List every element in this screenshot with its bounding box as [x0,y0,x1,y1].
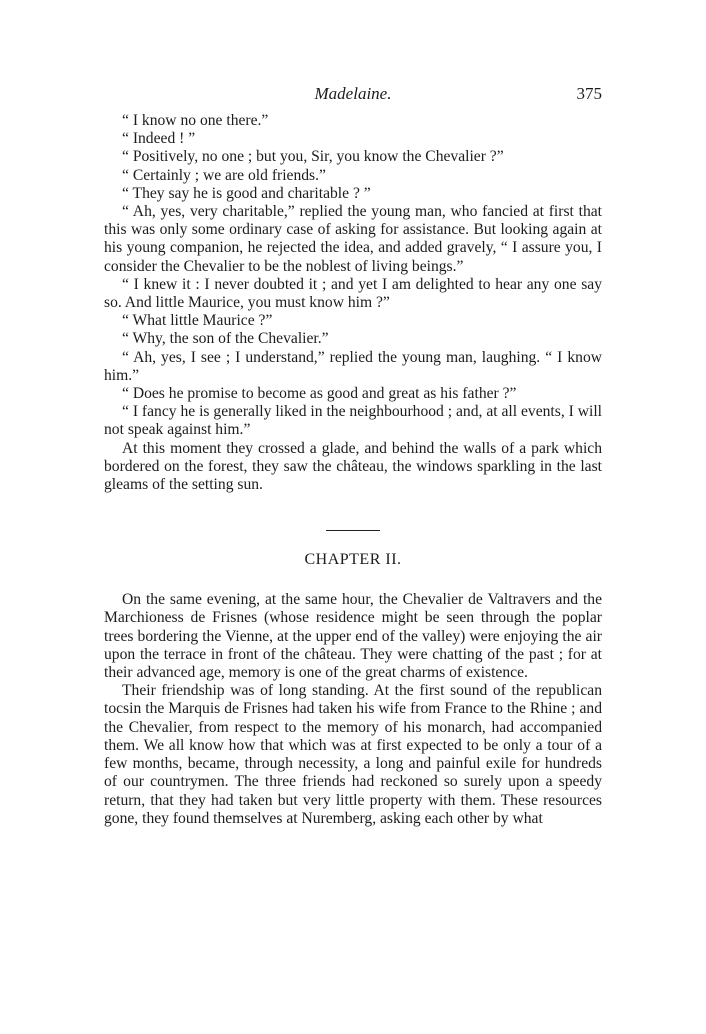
paragraph: “ I fancy he is generally liked in the neighbourhood ; and, at all events, I will not speak against him.” [104,403,602,439]
chapter-two-text [104,591,602,828]
dialogue-section [104,112,602,494]
paragraph: “ I know no one there.” [122,112,269,129]
paragraph: “ I knew it : I never doubted it ; and yet I am delighted to hear any one say so. And little Maurice, you must know him ?” [104,275,602,312]
book-page [104,84,602,828]
running-head [104,84,602,112]
section-divider [326,530,380,531]
paragraph: Their friendship was of long standing. At the first sound of the republican tocsin the Marquis de Frisnes had taken his wife from France to the Rhine ; and the Chevalier, from respect to the memory of his monarch, had accompanied them. We all know how that which was at first expected to be only a tour of a few months, became, through necessity, a long and painful exile for hundreds of our countrymen. The three friends had reckoned so surely upon a speedy return, that they had taken but very little property with them. These resources gone, they found themselves at Nuremberg, asking each other by what [104,682,602,827]
paragraph: “ Certainly ; we are old friends.” [122,166,326,184]
paragraph: “ Positively, no one ; but you, Sir, you know the Chevalier ?” [122,148,504,166]
paragraph: “ Why, the son of the Chevalier.” [122,330,329,348]
paragraph: “ Ah, yes, very charitable,” replied the young man, who fancied at first that this was only some ordinary case of asking for assistance. But looking again at his young companion, he rejected the idea, and added gravely, “ I assure you, I consider the Chevalier to be the noblest of living beings.” [104,203,602,275]
running-title: Madelaine. [314,84,392,103]
paragraph: At this moment they crossed a glade, and behind the walls of a park which bordered on the forest, they saw the château, the windows sparkling in the last gleams of the setting sun. [104,439,602,494]
chapter-heading: CHAPTER II. [304,551,402,569]
paragraph: “ They say he is good and charitable ? ” [122,184,371,202]
paragraph: “ Does he promise to become as good and great as his father ?” [122,385,517,403]
paragraph: On the same evening, at the same hour, the Chevalier de Valtravers and the Marchioness de Frisnes (whose residence might be seen through the poplar trees bordering the Vienne, at the upper end of the valley) were enjoying the air upon the terrace in front of the château. They were chatting of the past ; for at their advanced age, memory is one of the great charms of existence. [104,591,602,682]
paragraph: “ Indeed ! ” [122,130,196,148]
page-number: 375 [576,84,602,103]
paragraph: “ Ah, yes, I see ; I understand,” replied the young man, laughing. “ I know him.” [104,348,602,384]
paragraph: “ What little Maurice ?” [122,312,273,330]
